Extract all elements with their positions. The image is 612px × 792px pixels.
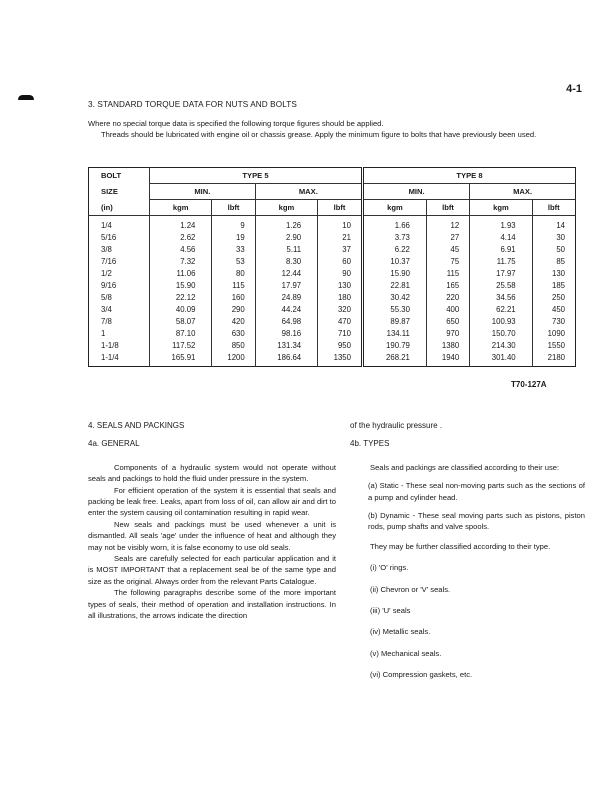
cell-t8-min-kgm: 89.87: [362, 316, 426, 328]
figure-id: T70-127A: [511, 380, 547, 389]
cell-t8-min-kgm: 22.81: [362, 280, 426, 292]
general-paragraph: For efficient operation of the system it is essential that seals and packing be leak free. Leaks, apart from loss of oil, can allow air and dirt to enter the system causing oil contamination resulting in rapid wear.: [88, 485, 336, 518]
cell-t8-max-kgm: 6.91: [470, 244, 532, 256]
cell-t8-max-kgm: 214.30: [470, 340, 532, 352]
cell-t5-max-kgm: 64.98: [255, 316, 317, 328]
cell-t5-min-kgm: 40.09: [150, 304, 212, 316]
cell-t8-min-kgm: 134.11: [362, 328, 426, 340]
use-items: [350, 480, 585, 533]
cell-t8-max-kgm: 150.70: [470, 328, 532, 340]
cell-t5-max-kgm: 17.97: [255, 280, 317, 292]
cell-t5-max-lbft: 37: [318, 244, 363, 256]
general-paragraph: Seals are carefully selected for each particular application and it is MOST IMPORTANT that a replacement seal be of the same type and size as the original. Always order from the relevant Parts Catalogue.: [88, 554, 336, 586]
cell-t8-min-kgm: 268.21: [362, 352, 426, 367]
section-4-heading: 4. SEALS AND PACKINGS: [88, 421, 185, 430]
cell-t5-min-lbft: 290: [212, 304, 255, 316]
use-item: (a) Static - These seal non-moving parts such as the sections of a pump and cylinder head.: [368, 481, 585, 502]
cell-t5-min-lbft: 9: [212, 216, 255, 233]
cell-t8-min-lbft: 115: [426, 268, 469, 280]
section-3-heading: 3. STANDARD TORQUE DATA FOR NUTS AND BOLTS: [88, 100, 297, 109]
cell-t8-max-lbft: 14: [532, 216, 575, 233]
header-type8: TYPE 8: [362, 168, 575, 184]
intro-para-2: Threads should be lubricated with engine oil or chassis grease. Apply the minimum figure to bolts that have previously been used.: [101, 130, 537, 139]
cell-t8-max-kgm: 62.21: [470, 304, 532, 316]
cell-t8-min-lbft: 1940: [426, 352, 469, 367]
header-t8-min: MIN.: [362, 184, 469, 200]
cell-t8-max-lbft: 30: [532, 232, 575, 244]
punch-hole-mark: [18, 95, 34, 100]
cell-t5-max-lbft: 180: [318, 292, 363, 304]
cell-t8-min-lbft: 400: [426, 304, 469, 316]
cell-t5-min-kgm: 4.56: [150, 244, 212, 256]
cell-t5-max-kgm: 12.44: [255, 268, 317, 280]
cell-t5-min-kgm: 2.62: [150, 232, 212, 244]
cell-t5-max-lbft: 10: [318, 216, 363, 233]
type-item: (iii) 'U' seals: [370, 606, 411, 616]
header-t8-max: MAX.: [470, 184, 576, 200]
cell-t8-min-kgm: 1.66: [362, 216, 426, 233]
cell-t5-max-kgm: 44.24: [255, 304, 317, 316]
cell-t8-min-kgm: 15.90: [362, 268, 426, 280]
type-item: (i) 'O' rings.: [370, 563, 409, 573]
cell-t5-max-kgm: 5.11: [255, 244, 317, 256]
cell-t5-min-lbft: 160: [212, 292, 255, 304]
cell-t5-min-kgm: 87.10: [150, 328, 212, 340]
section-4b-heading: 4b. TYPES: [350, 439, 390, 449]
header-t5-min-kgm: kgm: [150, 200, 212, 216]
cell-t5-max-lbft: 710: [318, 328, 363, 340]
right-column: [350, 420, 585, 681]
page-number: 4-1: [566, 83, 582, 95]
cell-t5-max-lbft: 1350: [318, 352, 363, 367]
cell-t8-max-lbft: 450: [532, 304, 575, 316]
intro-para-1: Where no special torque data is specified the following torque figures should be applied.: [88, 119, 384, 128]
cell-t5-max-lbft: 950: [318, 340, 363, 352]
cell-t5-max-kgm: 186.64: [255, 352, 317, 367]
header-t5-max: MAX.: [255, 184, 362, 200]
cell-t8-max-kgm: 301.40: [470, 352, 532, 367]
cell-t8-max-lbft: 185: [532, 280, 575, 292]
type-item: (iv) Metallic seals.: [370, 627, 431, 637]
header-t5-max-kgm: kgm: [255, 200, 317, 216]
cell-t8-min-kgm: 3.73: [362, 232, 426, 244]
cell-t8-min-lbft: 12: [426, 216, 469, 233]
cell-t5-min-kgm: 1.24: [150, 216, 212, 233]
cell-t8-min-lbft: 970: [426, 328, 469, 340]
cell-t8-min-lbft: 165: [426, 280, 469, 292]
header-t8-min-lbft: lbft: [426, 200, 469, 216]
cell-t5-min-kgm: 15.90: [150, 280, 212, 292]
table-row: [89, 352, 576, 367]
classified-type: They may be further classified according to their type.: [370, 541, 551, 551]
cell-t8-min-lbft: 75: [426, 256, 469, 268]
cell-size: 7/16: [101, 257, 117, 266]
cell-t5-max-kgm: 24.89: [255, 292, 317, 304]
cell-t8-max-kgm: 11.75: [470, 256, 532, 268]
use-item: (b) Dynamic - These seal moving parts such as pistons, piston rods, pump shafts and valve spools.: [368, 511, 585, 532]
cell-t5-max-lbft: 320: [318, 304, 363, 316]
type-items: [350, 562, 585, 680]
cell-t8-max-kgm: 34.56: [470, 292, 532, 304]
table-row: [89, 292, 576, 304]
cell-t5-max-kgm: 8.30: [255, 256, 317, 268]
cell-size: 1: [101, 329, 106, 338]
cell-t5-max-kgm: 2.90: [255, 232, 317, 244]
cell-t5-min-lbft: 80: [212, 268, 255, 280]
cell-t8-min-lbft: 45: [426, 244, 469, 256]
type-item: (v) Mechanical seals.: [370, 648, 442, 658]
cell-t5-min-kgm: 7.32: [150, 256, 212, 268]
header-t5-min: MIN.: [150, 184, 256, 200]
left-column: [88, 420, 336, 622]
cell-t8-min-lbft: 27: [426, 232, 469, 244]
cell-size: 9/16: [101, 281, 117, 290]
cell-size: 3/8: [101, 245, 112, 254]
cell-t8-min-kgm: 10.37: [362, 256, 426, 268]
cell-t5-max-lbft: 60: [318, 256, 363, 268]
table-row: [89, 328, 576, 340]
cell-t5-min-kgm: 22.12: [150, 292, 212, 304]
type-item: (vi) Compression gaskets, etc.: [370, 670, 473, 680]
torque-table-body: [89, 216, 576, 367]
cell-size: 3/4: [101, 305, 112, 314]
cell-size: 1/2: [101, 269, 112, 278]
table-row: [89, 280, 576, 292]
cell-t5-min-kgm: 165.91: [150, 352, 212, 367]
table-row: [89, 304, 576, 316]
cell-size: 5/16: [101, 233, 117, 242]
header-t8-max-lbft: lbft: [532, 200, 575, 216]
header-t8-max-kgm: kgm: [470, 200, 532, 216]
table-row: [89, 316, 576, 328]
section-4a-heading: 4a. GENERAL: [88, 439, 140, 449]
cell-t5-min-lbft: 630: [212, 328, 255, 340]
section-3-intro: [75, 118, 585, 140]
cell-t5-min-lbft: 53: [212, 256, 255, 268]
cell-t5-max-lbft: 90: [318, 268, 363, 280]
cell-t8-min-lbft: 1380: [426, 340, 469, 352]
header-t8-min-kgm: kgm: [362, 200, 426, 216]
cell-t8-max-lbft: 130: [532, 268, 575, 280]
torque-table: [88, 167, 576, 367]
cell-t5-min-kgm: 58.07: [150, 316, 212, 328]
cell-t5-min-lbft: 33: [212, 244, 255, 256]
cell-t8-max-kgm: 100.93: [470, 316, 532, 328]
cell-size: 1-1/4: [101, 353, 119, 362]
table-row: [89, 340, 576, 352]
cell-size: 1-1/8: [101, 341, 119, 350]
cell-t5-min-lbft: 115: [212, 280, 255, 292]
header-unit: (in): [89, 200, 150, 216]
cell-t5-min-lbft: 850: [212, 340, 255, 352]
cell-t5-max-kgm: 1.26: [255, 216, 317, 233]
cell-t5-max-lbft: 470: [318, 316, 363, 328]
general-paragraphs: [88, 462, 336, 622]
cell-size: 1/4: [101, 221, 112, 230]
cell-t5-min-lbft: 420: [212, 316, 255, 328]
cell-t5-min-kgm: 11.06: [150, 268, 212, 280]
cell-t8-max-lbft: 50: [532, 244, 575, 256]
cell-t5-max-kgm: 98.16: [255, 328, 317, 340]
cell-t8-max-kgm: 25.58: [470, 280, 532, 292]
continued-text: of the hydraulic pressure .: [350, 421, 443, 430]
cell-t8-max-lbft: 1090: [532, 328, 575, 340]
cell-t8-max-lbft: 730: [532, 316, 575, 328]
general-paragraph: The following paragraphs describe some of the more important types of seals, their method of operation and installation instructions. In all illustrations, the arrows indicate the direction: [88, 588, 336, 621]
cell-t8-min-kgm: 190.79: [362, 340, 426, 352]
header-bolt: BOLT: [101, 171, 122, 181]
cell-t8-max-lbft: 2180: [532, 352, 575, 367]
cell-size: 5/8: [101, 293, 112, 302]
cell-t8-max-lbft: 85: [532, 256, 575, 268]
classified-use: Seals and packings are classified according to their use:: [370, 462, 560, 472]
cell-t8-max-kgm: 1.93: [470, 216, 532, 233]
cell-t5-min-lbft: 1200: [212, 352, 255, 367]
cell-t5-min-kgm: 117.52: [150, 340, 212, 352]
header-t5-max-lbft: lbft: [318, 200, 363, 216]
cell-t5-min-lbft: 19: [212, 232, 255, 244]
table-row: [89, 268, 576, 280]
cell-t8-min-kgm: 55.30: [362, 304, 426, 316]
table-row: [89, 244, 576, 256]
cell-t8-max-kgm: 17.97: [470, 268, 532, 280]
cell-t5-max-kgm: 131.34: [255, 340, 317, 352]
cell-t8-min-lbft: 650: [426, 316, 469, 328]
general-paragraph: Components of a hydraulic system would not operate without seals and packings to hold the fluid under pressure in the system.: [88, 462, 336, 484]
cell-t8-max-kgm: 4.14: [470, 232, 532, 244]
general-paragraph: New seals and packings must be used whenever a unit is dismantled. All seals 'age' under the influence of heat and although they may not be visibly worn, it is false economy to use old seals.: [88, 519, 336, 552]
cell-t8-min-kgm: 30.42: [362, 292, 426, 304]
header-size: SIZE: [101, 187, 118, 196]
table-row: [89, 216, 576, 233]
cell-t8-min-kgm: 6.22: [362, 244, 426, 256]
table-row: [89, 256, 576, 268]
cell-t5-max-lbft: 130: [318, 280, 363, 292]
header-type5: TYPE 5: [150, 168, 363, 184]
type-item: (ii) Chevron or 'V' seals.: [370, 584, 451, 594]
cell-t8-min-lbft: 220: [426, 292, 469, 304]
cell-t5-max-lbft: 21: [318, 232, 363, 244]
cell-t8-max-lbft: 1550: [532, 340, 575, 352]
cell-size: 7/8: [101, 317, 112, 326]
cell-t8-max-lbft: 250: [532, 292, 575, 304]
header-t5-min-lbft: lbft: [212, 200, 255, 216]
table-row: [89, 232, 576, 244]
